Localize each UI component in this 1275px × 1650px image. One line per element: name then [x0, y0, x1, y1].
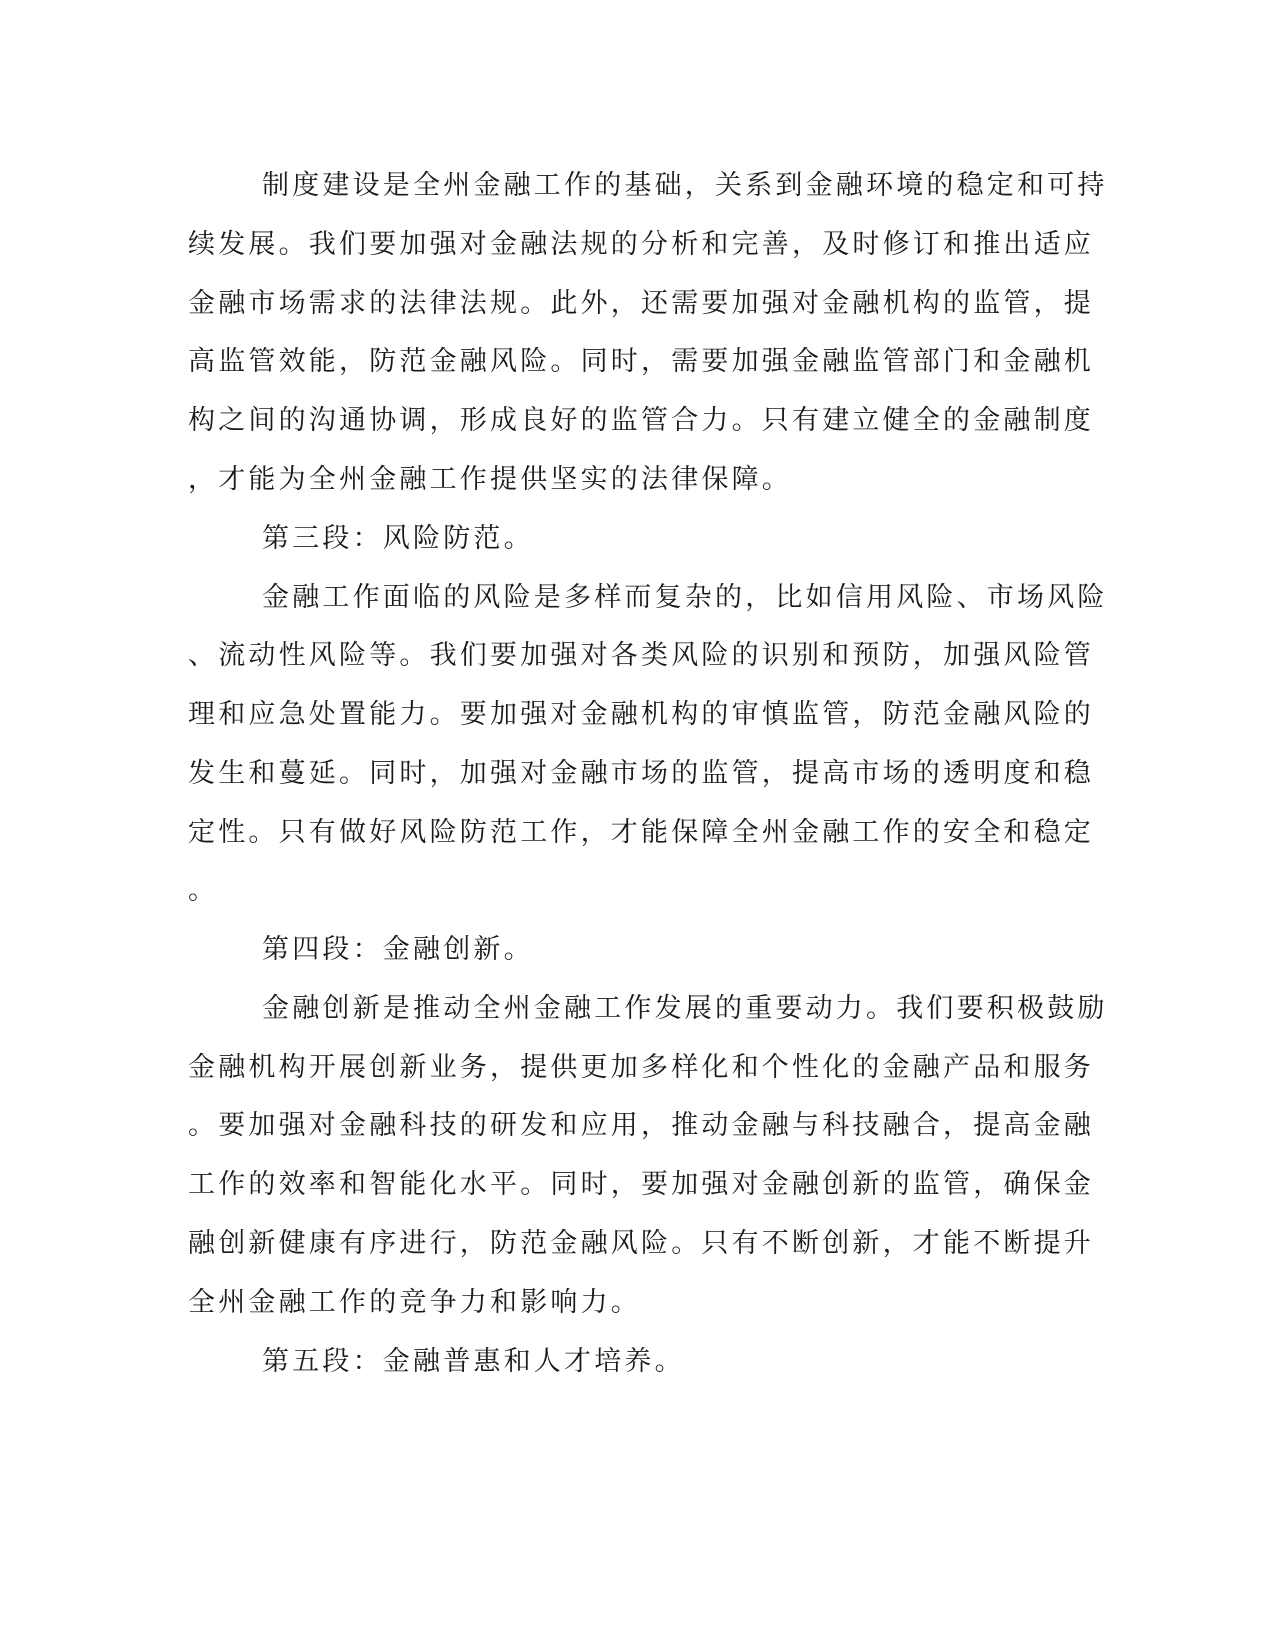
paragraph-line: 制度建设是全州金融工作的基础，关系到金融环境的稳定和可持	[262, 170, 1108, 201]
paragraph-line: 金融机构开展创新业务，提供更加多样化和个性化的金融产品和服务	[188, 1052, 1094, 1083]
paragraph-line: 续发展。我们要加强对金融法规的分析和完善，及时修订和推出适应	[188, 229, 1094, 260]
paragraph-line: 、流动性风险等。我们要加强对各类风险的识别和预防，加强风险管	[188, 640, 1094, 671]
paragraph-line: ，才能为全州金融工作提供坚实的法律保障。	[188, 464, 792, 495]
paragraph-line: 高监管效能，防范金融风险。同时，需要加强金融监管部门和金融机	[188, 346, 1094, 377]
paragraph-line: 全州金融工作的竞争力和影响力。	[188, 1287, 641, 1318]
paragraph-line: 金融创新是推动全州金融工作发展的重要动力。我们要积极鼓励	[262, 993, 1108, 1024]
paragraph-line: 定性。只有做好风险防范工作，才能保障全州金融工作的安全和稳定	[188, 817, 1094, 848]
paragraph-line: 构之间的沟通协调，形成良好的监管合力。只有建立健全的金融制度	[188, 405, 1094, 436]
paragraph-line: 融创新健康有序进行，防范金融风险。只有不断创新，才能不断提升	[188, 1228, 1094, 1259]
section-heading: 第三段：风险防范。	[262, 523, 534, 554]
section-heading: 第五段：金融普惠和人才培养。	[262, 1346, 685, 1377]
paragraph-line: 发生和蔓延。同时，加强对金融市场的监管，提高市场的透明度和稳	[188, 758, 1094, 789]
paragraph-line: 。要加强对金融科技的研发和应用，推动金融与科技融合，提高金融	[188, 1110, 1094, 1141]
paragraph-line: 。	[188, 875, 219, 906]
paragraph-line: 金融工作面临的风险是多样而复杂的，比如信用风险、市场风险	[262, 582, 1108, 613]
paragraph-line: 理和应急处置能力。要加强对金融机构的审慎监管，防范金融风险的	[188, 699, 1094, 730]
section-heading: 第四段：金融创新。	[262, 934, 534, 965]
paragraph-line: 工作的效率和智能化水平。同时，要加强对金融创新的监管，确保金	[188, 1169, 1094, 1200]
paragraph-line: 金融市场需求的法律法规。此外，还需要加强对金融机构的监管，提	[188, 288, 1094, 319]
